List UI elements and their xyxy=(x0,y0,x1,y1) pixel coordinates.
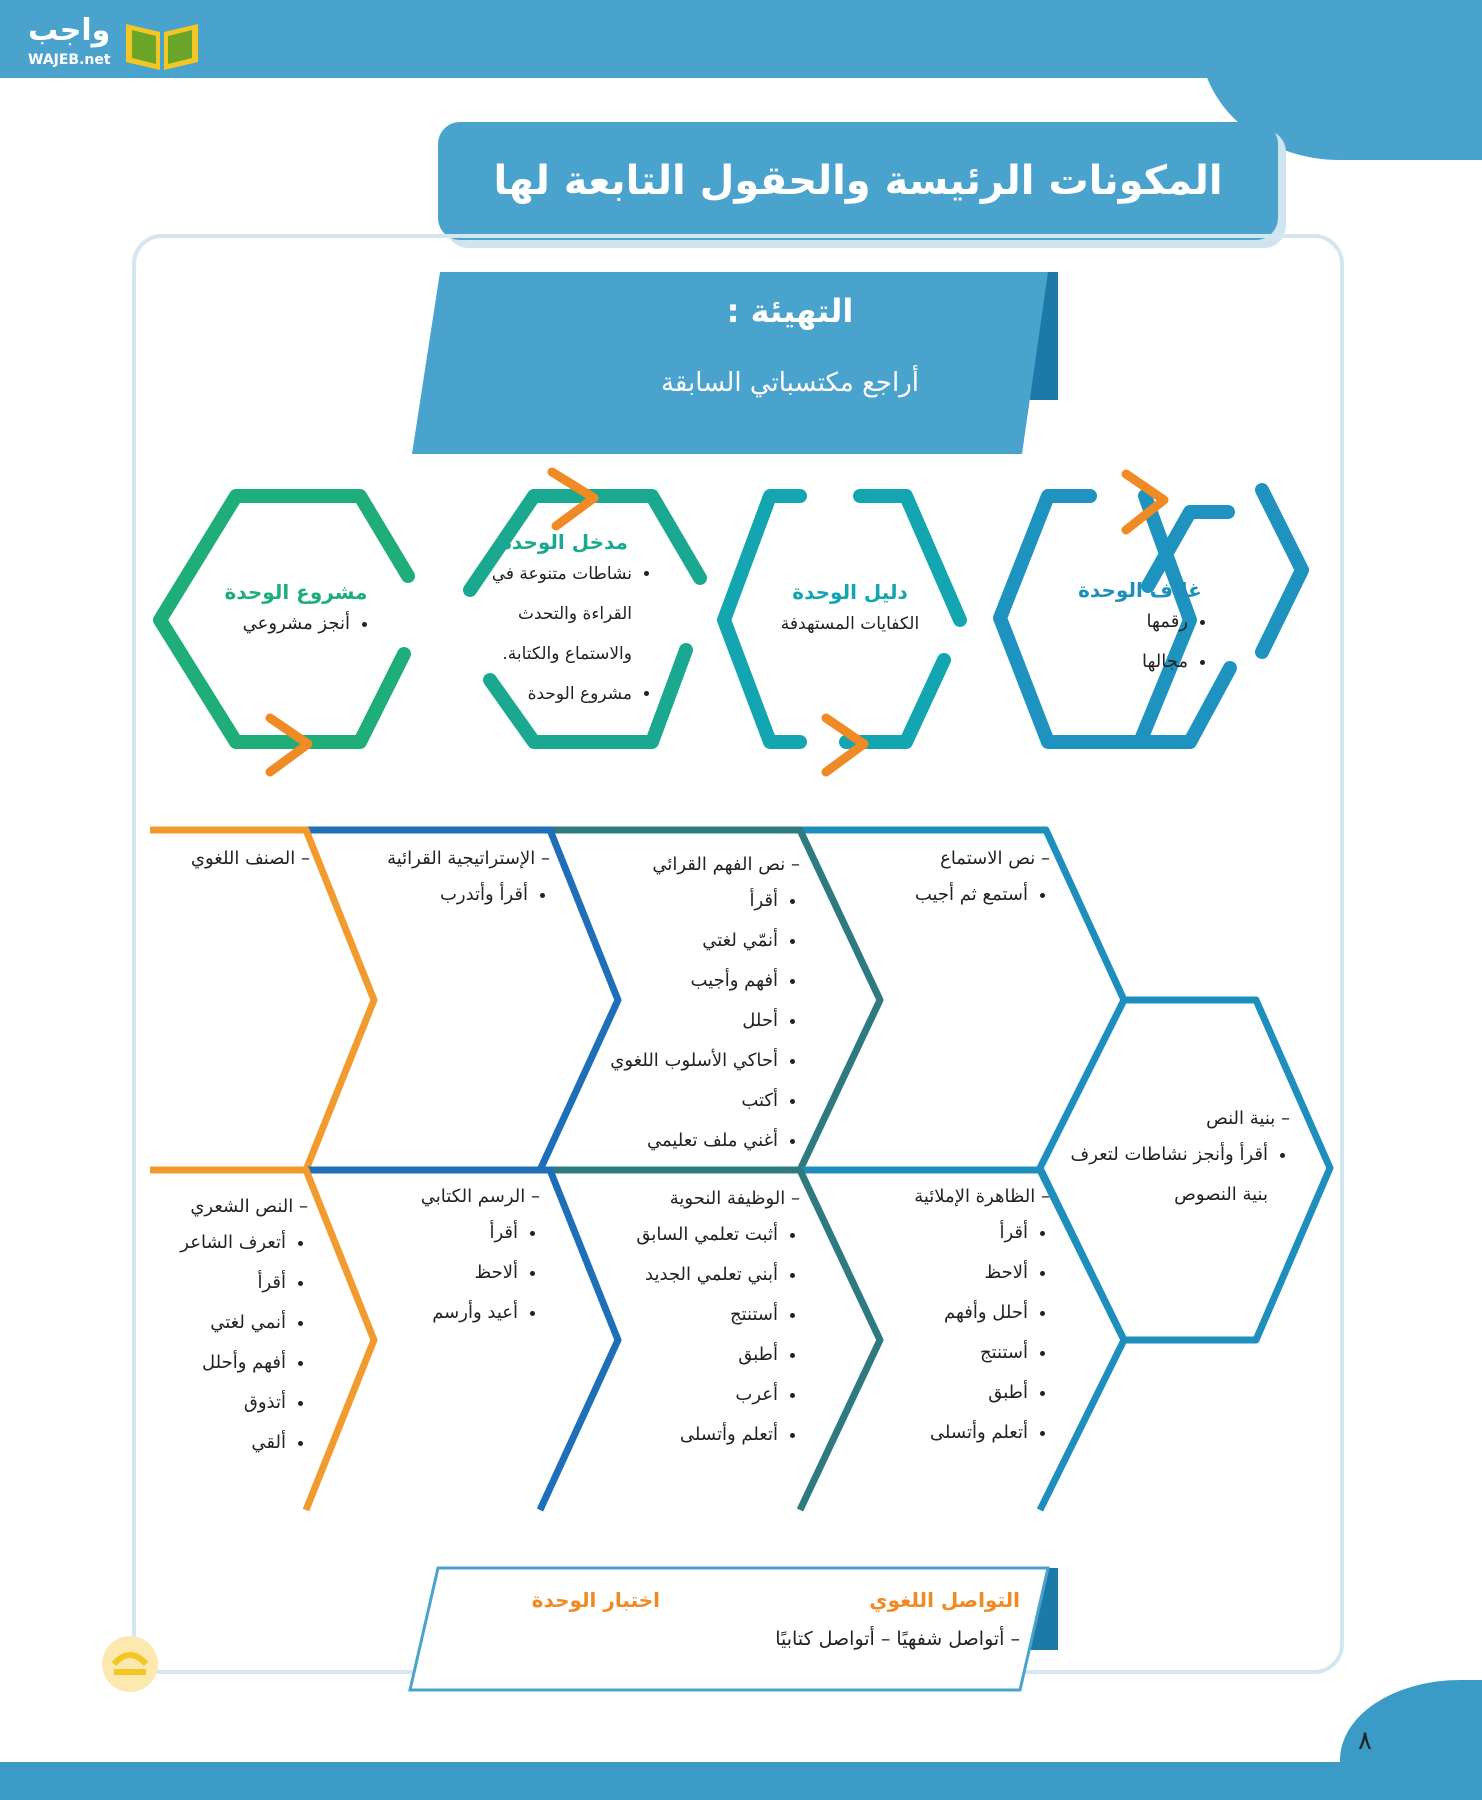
list-item: • أنجز مشروعي xyxy=(206,604,350,644)
col-spelling xyxy=(870,1186,1050,1453)
col-listening xyxy=(850,848,1050,915)
col-writing xyxy=(380,1186,540,1333)
page-number: ٨ xyxy=(1358,1726,1372,1756)
hex-entry-title: مدخل الوحدة xyxy=(500,530,628,554)
list-item: • أكتب xyxy=(590,1081,778,1121)
col-reading-head: – نص الفهم القرائي xyxy=(652,854,800,875)
list-item: • أحلل xyxy=(590,1001,778,1041)
hex-entry-items xyxy=(474,554,654,714)
list-item: • أقرأ xyxy=(380,1213,518,1253)
list-item: • ألاحظ xyxy=(870,1253,1028,1293)
col-grammar xyxy=(600,1188,800,1455)
list-item: • نشاطات متنوعة في القراءة والتحدث والاستماع والكتابة. xyxy=(474,554,632,674)
list-item: • أقرأ وأنجز نشاطات لتعرف بنية النصوص xyxy=(1070,1135,1268,1215)
col-spelling-head: – الظاهرة الإملائية xyxy=(914,1186,1050,1207)
list-item: • مجالها xyxy=(1040,642,1188,682)
list-item: • أعرب xyxy=(600,1375,778,1415)
list-item: • أطبق xyxy=(600,1335,778,1375)
list-item: • أقرأ xyxy=(870,1213,1028,1253)
hex-cover-items xyxy=(1040,602,1240,682)
col-poetry xyxy=(158,1196,308,1463)
col-poetry-head: – النص الشعري xyxy=(190,1196,308,1217)
list-item: • ألقي xyxy=(158,1423,286,1463)
list-item: • أتعلم وأتسلى xyxy=(870,1413,1028,1453)
list-item: • أستمع ثم أجيب xyxy=(850,875,1028,915)
page-title: المكونات الرئيسة والحقول التابعة لها xyxy=(493,158,1223,204)
hex-guide-content xyxy=(760,580,940,644)
unit-test-title: اختبار الوحدة xyxy=(531,1588,660,1612)
communication-items: – أتواصل شفهيًا – أتواصل كتابيًا xyxy=(775,1628,1020,1650)
list-item: • أفهم وأحلل xyxy=(158,1343,286,1383)
col-strategy-head: – الإستراتيجية القرائية xyxy=(387,848,550,869)
list-item: • أقرأ xyxy=(590,881,778,921)
col-type xyxy=(160,848,310,875)
col-reading xyxy=(590,854,800,1161)
hex-project-title: مشروع الوحدة xyxy=(224,580,368,604)
list-item: • أقرأ وأتدرب xyxy=(330,875,528,915)
hex-guide-title: دليل الوحدة xyxy=(792,580,908,604)
hex-guide-text: الكفايات المستهدفة xyxy=(780,614,920,634)
list-item: • أستنتج xyxy=(600,1295,778,1335)
side-logo-icon xyxy=(92,1612,162,1698)
list-item: • أعيد وأرسم xyxy=(380,1293,518,1333)
list-item: • أقرأ xyxy=(158,1263,286,1303)
communication-title: التواصل اللغوي xyxy=(869,1588,1020,1612)
prep-title: التهيئة : xyxy=(726,292,854,330)
hex-project-items xyxy=(206,604,386,644)
hex-cover-chevron xyxy=(1262,490,1302,652)
prep-subtitle: أراجع مكتسباتي السابقة xyxy=(660,368,920,398)
list-item: • أغني ملف تعليمي xyxy=(590,1121,778,1161)
list-item: • أتعلم وأتسلى xyxy=(600,1415,778,1455)
list-item: • أفهم وأجيب xyxy=(590,961,778,1001)
list-item: • أتعرف الشاعر xyxy=(158,1223,286,1263)
list-item: • أنمّي لغتي xyxy=(590,921,778,961)
logo-english-text: WAJEB.net xyxy=(28,52,111,68)
list-item: • ألاحظ xyxy=(380,1253,518,1293)
list-item: • رقمها xyxy=(1040,602,1188,642)
list-item: • أستنتج xyxy=(870,1333,1028,1373)
list-item: • مشروع الوحدة xyxy=(474,674,632,714)
list-item: • أحاكي الأسلوب اللغوي xyxy=(590,1041,778,1081)
list-item: • أتذوق xyxy=(158,1383,286,1423)
hex-cover-content xyxy=(1040,578,1240,682)
col-listening-head: – نص الاستماع xyxy=(940,848,1050,869)
logo-arabic-text: واجب xyxy=(28,13,111,48)
hex-cover-title: غلاف الوحدة xyxy=(1078,578,1202,602)
col-writing-head: – الرسم الكتابي xyxy=(420,1186,540,1207)
hex-project-content xyxy=(206,580,386,644)
list-item: • أحلل وأفهم xyxy=(870,1293,1028,1333)
list-item: • أطبق xyxy=(870,1373,1028,1413)
list-item: • أثبت تعلمي السابق xyxy=(600,1215,778,1255)
col-text-structure xyxy=(1070,1108,1290,1215)
col-strategy xyxy=(330,848,550,915)
list-item: • أبني تعلمي الجديد xyxy=(600,1255,778,1295)
hex-entry-content xyxy=(474,530,654,714)
col-grammar-head: – الوظيفة النحوية xyxy=(669,1188,800,1209)
col-type-head: – الصنف اللغوي xyxy=(190,848,310,869)
col-text-structure-head: – بنية النص xyxy=(1206,1108,1290,1129)
list-item: • أنمي لغتي xyxy=(158,1303,286,1343)
